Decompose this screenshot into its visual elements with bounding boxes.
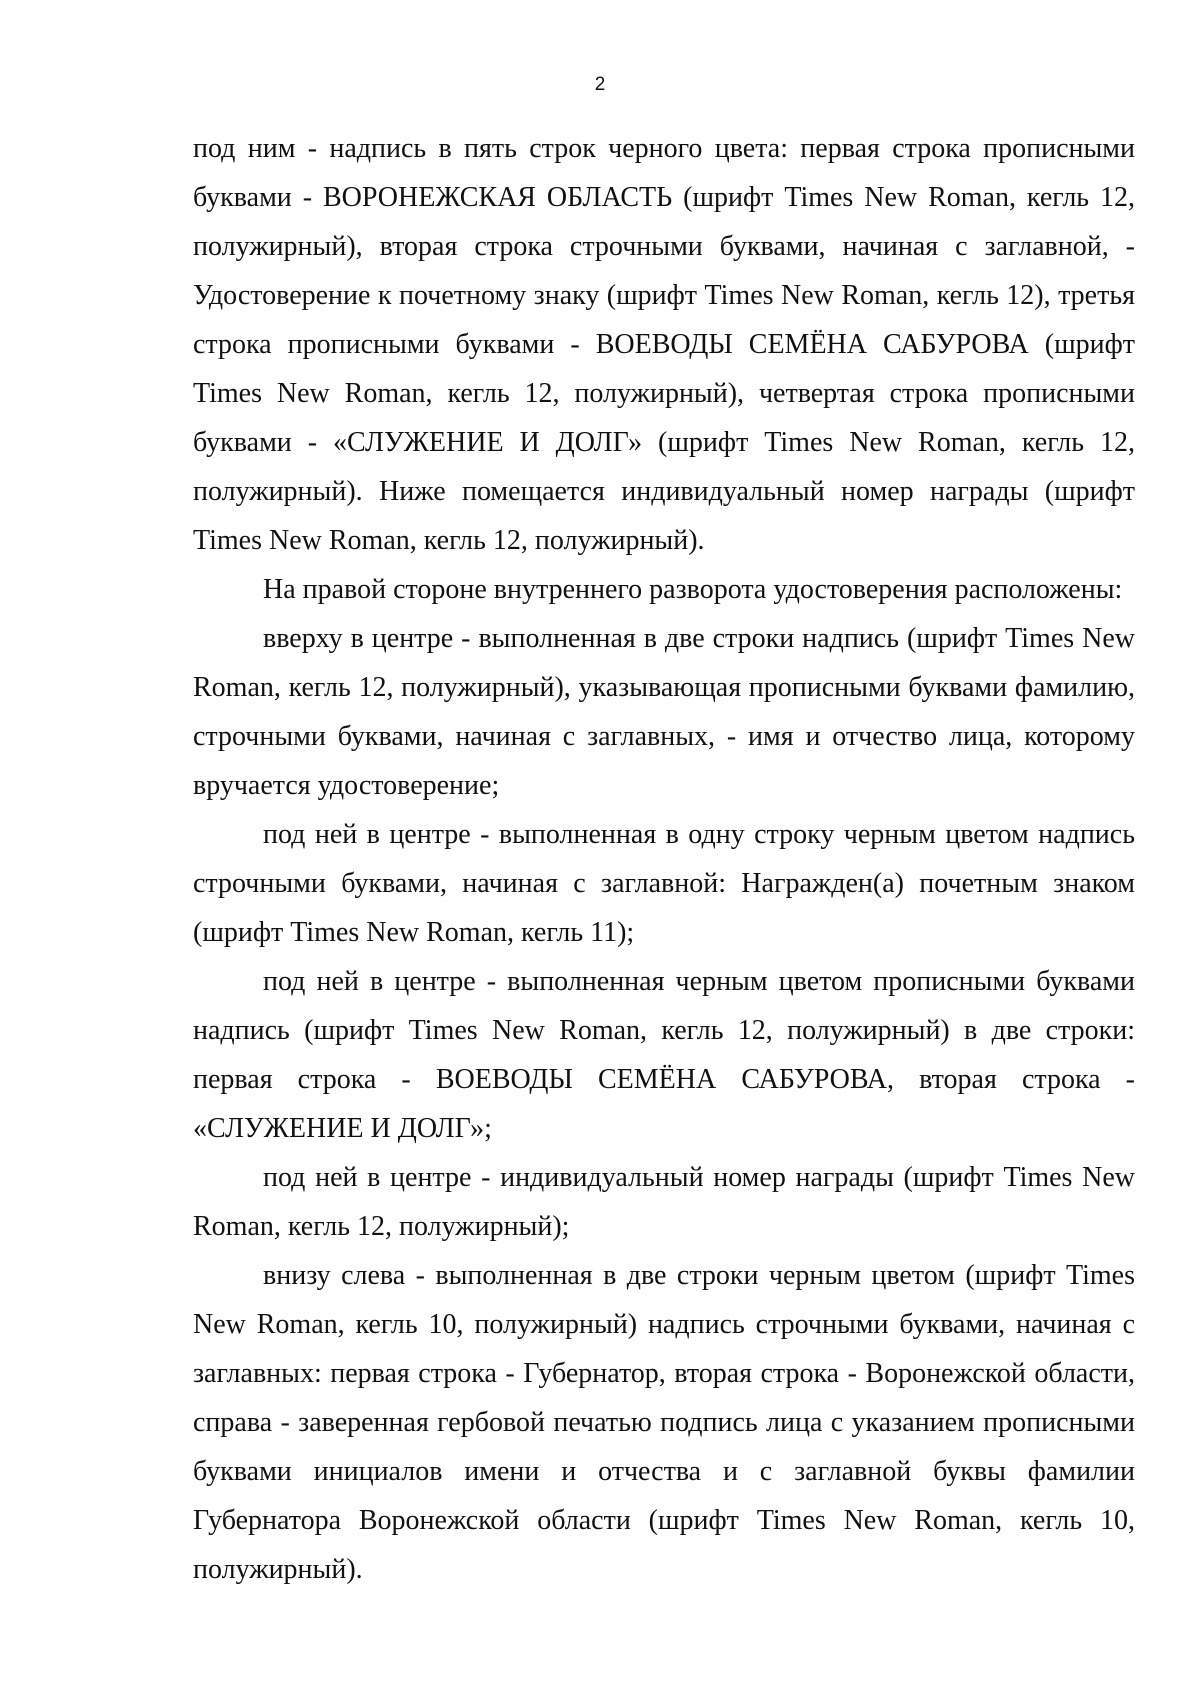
page-number: 2 — [594, 74, 606, 95]
paragraph-front-inscription: под ним - надпись в пять строк черного цвета: первая строка прописными буквами - ВОРОНЕЖСКАЯ ОБЛАСТЬ (шрифт Times New Roman, кегль 12, полужирный), вторая строка строчными буквами, начиная с заглавной, - Удостоверение к почетному знаку (шрифт Times New Roman, кегль 12), третья строка прописными буквами - ВОЕВОДЫ СЕМЁНА САБУРОВА (шрифт Times New Roman, кегль 12, полужирный), четвертая строка прописными буквами - «СЛУЖЕНИЕ И ДОЛГ» (шрифт Times New Roman, кегль 12, полужирный). Ниже помещается индивидуальный номер награды (шрифт Times New Roman, кегль 12, полужирный). — [193, 133, 1135, 556]
paragraph-right-side-intro: На правой стороне внутреннего разворота удостоверения расположены: — [263, 574, 1123, 605]
paragraph-signature-block: внизу слева - выполненная в две строки черным цветом (шрифт Times New Roman, кегль 10, полужирный) надпись строчными буквами, начиная с заглавных: первая строка - Губернатор, вторая строка - Воронежской области, справа - заверенная гербовой печатью подпись лица с указанием прописными буквами инициалов имени и отчества и с заглавной буквы фамилии Губернатора Воронежской области (шрифт Times New Roman, кегль 10, полужирный). — [193, 1260, 1135, 1585]
paragraph-award-number: под ней в центре - индивидуальный номер награды (шрифт Times New Roman, кегль 12, полужирный); — [193, 1162, 1135, 1242]
paragraph-top-center-name: вверху в центре - выполненная в две строки надпись (шрифт Times New Roman, кегль 12, полужирный), указывающая прописными буквами фамилию, строчными буквами, начиная с заглавных, - имя и отчество лица, которому вручается удостоверение; — [193, 623, 1135, 801]
document-body — [193, 124, 1135, 1594]
paragraph-awarded-line: под ней в центре - выполненная в одну строку черным цветом надпись строчными буквами, начиная с заглавной: Награжден(а) почетным знаком (шрифт Times New Roman, кегль 11); — [193, 819, 1135, 948]
paragraph-award-title: под ней в центре - выполненная черным цветом прописными буквами надпись (шрифт Times New Roman, кегль 12, полужирный) в две строки: первая строка - ВОЕВОДЫ СЕМЁНА САБУРОВА, вторая строка - «СЛУЖЕНИЕ И ДОЛГ»; — [193, 966, 1135, 1144]
